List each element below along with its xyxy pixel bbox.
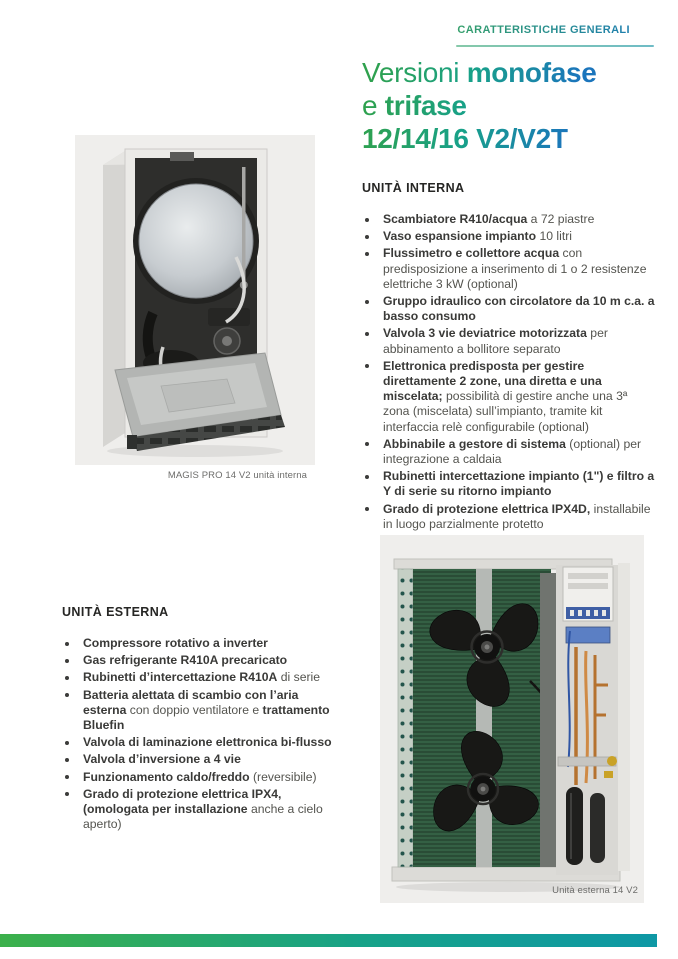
list-item [62, 670, 334, 685]
bullet-icon [365, 507, 369, 511]
list-item-text: Valvola di laminazione elettronica bi-flusso [83, 735, 332, 750]
bullet-icon [365, 252, 369, 256]
list-item [62, 636, 334, 651]
list-item-text: Abbinabile a gestore di sistema (optional) per integrazione a caldaia [383, 436, 642, 467]
bullet-icon [65, 792, 69, 796]
footer-accent-bar [0, 934, 657, 947]
hydraulic-compartment [556, 565, 618, 875]
list-item [62, 770, 334, 785]
list-item-text: Grado di protezione elettrica IPX4D, installabile in luogo parzialmente protetto [383, 501, 651, 531]
list-item-text: Scambiatore R410/acqua a 72 piastre [383, 212, 595, 226]
section-heading-esterna: UNITÀ ESTERNA [62, 605, 169, 619]
indoor-unit-photo [75, 135, 315, 465]
list-item [362, 246, 656, 292]
list-item-text: Rubinetti d’intercettazione R410A di serie [83, 670, 321, 685]
section-unita-interna [362, 181, 656, 534]
list-item [362, 437, 656, 467]
list-item-text: Rubinetti intercettazione impianto (1") e filtro a Y di serie su ritorno impianto [383, 469, 655, 499]
bullet-icon [365, 332, 369, 336]
list-item-text: Valvola 3 vie deviatrice motorizzata per abbinamento a bollitore separato [383, 326, 608, 356]
list-item [62, 653, 334, 668]
title-word-e: e [362, 90, 385, 121]
list-item-text: Compressore rotativo a inverter [83, 636, 268, 650]
header-rule [456, 45, 654, 47]
feature-list-esterna [62, 636, 334, 832]
outdoor-unit-photo [380, 535, 644, 903]
list-item [362, 359, 656, 435]
list-item [62, 735, 334, 750]
feature-list-interna [362, 212, 656, 532]
section-heading-interna: UNITÀ INTERNA [362, 181, 465, 195]
list-item [362, 294, 656, 324]
bullet-icon [365, 218, 369, 222]
list-item [362, 212, 656, 227]
bullet-icon [65, 693, 69, 697]
list-item [62, 787, 334, 833]
divider-panel [540, 573, 556, 867]
bullet-icon [65, 676, 69, 680]
list-item-text: Grado di protezione elettrica IPX4, (omologata per installazione anche a cielo aperto) [83, 786, 323, 832]
outdoor-unit-caption: Unità esterna 14 V2 [552, 885, 638, 896]
title-word-versioni: Versioni [362, 57, 467, 88]
list-item-text: Gas refrigerante R410A precaricato [83, 653, 288, 668]
bullet-icon [365, 300, 369, 304]
title-word-monofase: monofase [466, 57, 597, 88]
list-item [62, 688, 334, 734]
bullet-icon [65, 775, 69, 779]
bullet-icon [365, 475, 369, 479]
list-item [362, 229, 656, 244]
bullet-icon [65, 758, 69, 762]
list-item-text: Flussimetro e collettore acqua con predisposizione a inserimento di 1 o 2 resistenze elettriche 3 kW (optional) [383, 246, 647, 291]
page-header-label: CARATTERISTICHE GENERALI [457, 24, 630, 36]
title-word-trifase: trifase [384, 90, 467, 121]
list-item [62, 752, 334, 767]
list-item-text: Batteria alettata di scambio con l’aria esterna con doppio ventilatore e trattamento Bluefin [83, 687, 330, 733]
indoor-unit-caption: MAGIS PRO 14 V2 unità interna [167, 470, 307, 481]
list-item-text: Valvola d’inversione a 4 vie [83, 752, 241, 767]
list-item [362, 469, 656, 499]
fan-rail [476, 569, 492, 867]
bullet-icon [365, 235, 369, 239]
bullet-icon [65, 642, 69, 646]
list-item [362, 326, 656, 356]
list-item-text: Gruppo idraulico con circolatore da 10 m c.a. a basso consumo [383, 294, 655, 324]
bullet-icon [65, 741, 69, 745]
title-models: 12/14/16 V2/V2T [362, 123, 568, 154]
perforated-side-strip [398, 569, 413, 867]
list-item-text: Elettronica predisposta per gestire direttamente 2 zone, una diretta e una miscelata; possibilità di gestire anche una 3ª zona (miscelata) sull’impianto, tramite kit interfaccia relè configurabile (optional) [383, 358, 628, 434]
bullet-icon [365, 442, 369, 446]
bullet-icon [65, 659, 69, 663]
section-unita-esterna [62, 605, 334, 834]
list-item-text: Vaso espansione impianto 10 litri [383, 229, 572, 244]
bullet-icon [365, 364, 369, 368]
list-item [362, 502, 656, 532]
page-title [362, 56, 597, 155]
list-item-text: Funzionamento caldo/freddo (reversibile) [83, 769, 317, 784]
